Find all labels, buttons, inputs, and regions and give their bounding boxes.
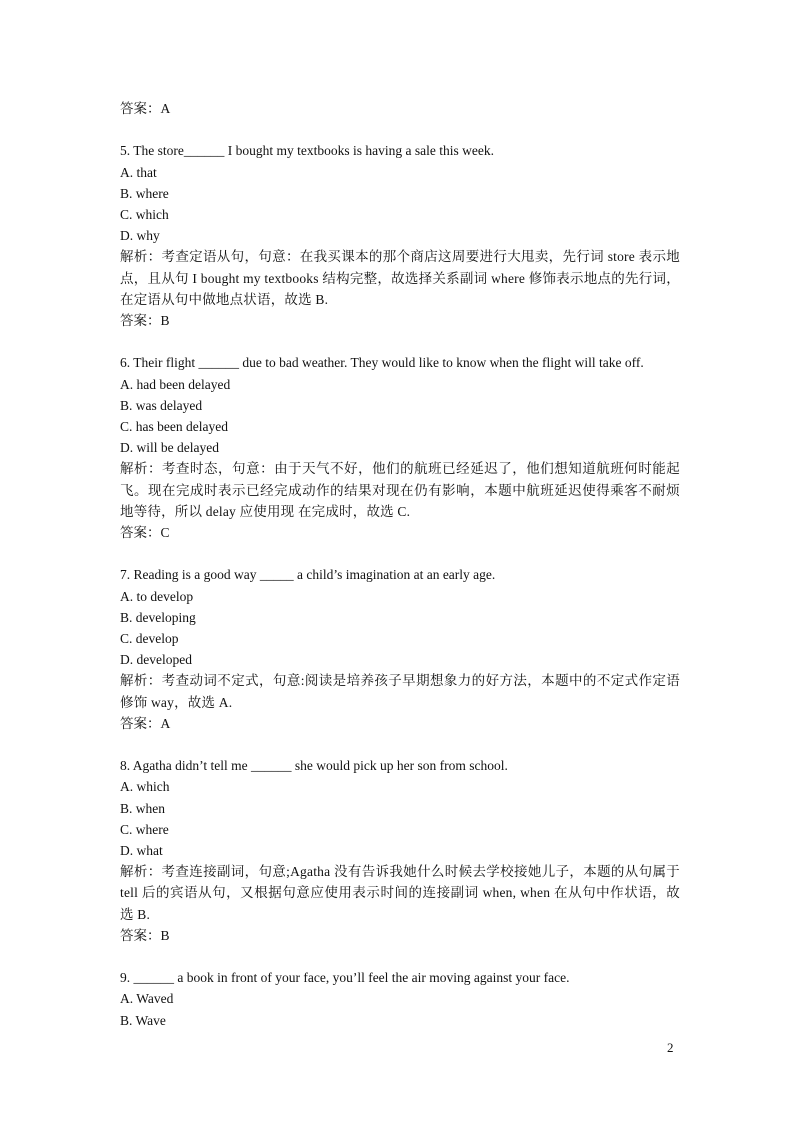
option-c: C. where bbox=[120, 821, 169, 837]
answer: 答案：A bbox=[120, 715, 171, 731]
question-9 bbox=[120, 967, 680, 1031]
question-stem: 5. The store______ I bought my textbooks is having a sale this week. bbox=[120, 143, 494, 159]
analysis: 解析：考查连接副词，句意;Agatha 没有告诉我她什么时候去学校接她儿子，本题的从句属于 tell 后的宾语从句，又根据句意应使用表示时间的连接副词 when, when 在从句中作状语，故选 B. bbox=[120, 864, 680, 922]
option-a: A. had been delayed bbox=[120, 376, 231, 392]
option-a: A. to develop bbox=[120, 588, 194, 604]
analysis: 解析：考查定语从句，句意：在我买课本的那个商店这周要进行大甩卖，先行词 store 表示地点，且从句 I bought my textbooks 结构完整，故选择关系副词 where 修饰表示地点的先行词，在定语从句中做地点状语，故选 B. bbox=[120, 249, 680, 307]
question-5 bbox=[120, 140, 680, 331]
question-stem: 6. Their flight ______ due to bad weather. They would like to know when the flight will take off. bbox=[120, 355, 644, 371]
answer: 答案：B bbox=[120, 927, 170, 943]
option-d: D. what bbox=[120, 843, 163, 859]
option-d: D. why bbox=[120, 228, 160, 244]
option-d: D. developed bbox=[120, 652, 192, 668]
option-b: B. where bbox=[120, 185, 169, 201]
option-c: C. develop bbox=[120, 631, 179, 647]
option-c: C. which bbox=[120, 207, 169, 222]
analysis: 解析：考查动词不定式，句意:阅读是培养孩子早期想象力的好方法，本题中的不定式作定语修饰 way，故选 A. bbox=[120, 673, 680, 710]
analysis: 解析：考查时态，句意：由于天气不好，他们的航班已经延迟了，他们想知道航班何时能起飞。现在完成时表示已经完成动作的结果对现在仍有影响，本题中航班延迟使得乘客不耐烦地等待，所以 delay 应使用现 在完成时，故选 C. bbox=[120, 461, 680, 519]
option-b: B. Wave bbox=[120, 1012, 166, 1028]
option-b: B. was delayed bbox=[120, 397, 203, 413]
question-stem: 9. ______ a book in front of your face, you’ll feel the air moving against your face. bbox=[120, 970, 570, 986]
option-b: B. developing bbox=[120, 609, 196, 625]
option-b: B. when bbox=[120, 800, 165, 816]
question-6 bbox=[120, 352, 680, 543]
question-7 bbox=[120, 564, 680, 734]
question-8 bbox=[120, 755, 680, 946]
answer: 答案：C bbox=[120, 525, 170, 541]
option-a: A. that bbox=[120, 164, 157, 180]
option-d: D. will be delayed bbox=[120, 440, 219, 456]
option-a: A. which bbox=[120, 779, 170, 795]
option-a: A. Waved bbox=[120, 991, 174, 1007]
previous-answer: 答案：A bbox=[120, 101, 171, 116]
question-stem: 8. Agatha didn’t tell me ______ she would pick up her son from school. bbox=[120, 758, 508, 774]
option-c: C. has been delayed bbox=[120, 419, 228, 435]
answer: 答案：B bbox=[120, 313, 170, 329]
document-body bbox=[120, 98, 680, 1031]
question-stem: 7. Reading is a good way _____ a child’s imagination at an early age. bbox=[120, 567, 496, 583]
page-number: 2 bbox=[667, 1040, 674, 1055]
